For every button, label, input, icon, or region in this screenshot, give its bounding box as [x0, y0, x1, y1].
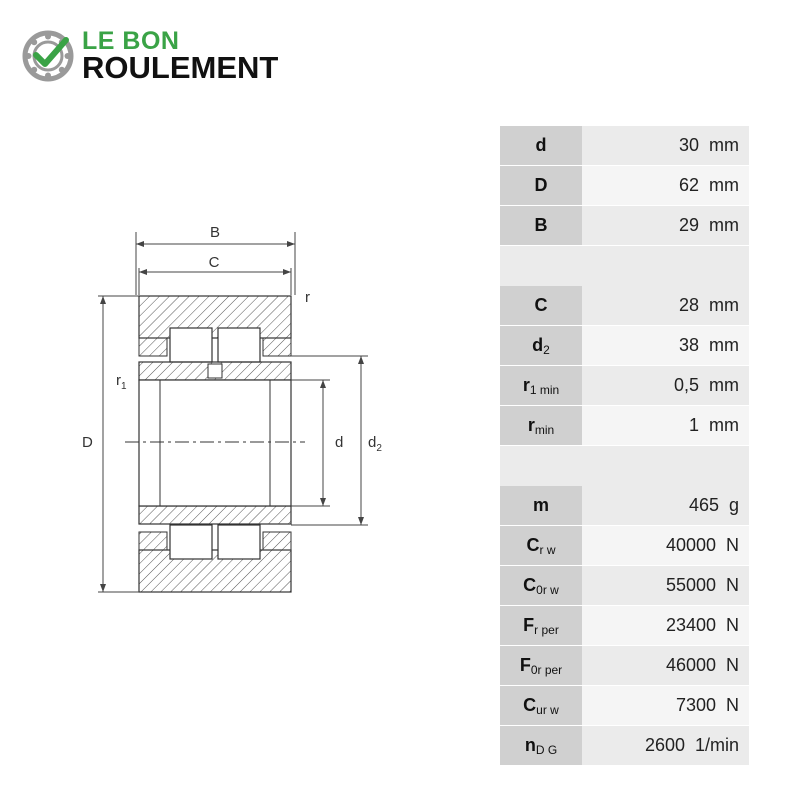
spec-symbol-main: d: [532, 335, 544, 355]
spec-value-cell: [582, 646, 749, 686]
spec-value: 30: [678, 135, 699, 155]
label-r1: $r_1$: [116, 372, 127, 392]
spec-unit: mm: [709, 135, 739, 155]
spec-symbol-main: r: [522, 375, 530, 395]
spec-unit: 1/min: [694, 735, 739, 755]
spec-row: [500, 686, 749, 726]
spec-symbol-subscript: 0r w: [536, 582, 559, 597]
spec-row: [500, 646, 749, 686]
spec-symbol: [500, 286, 582, 326]
spec-row: [500, 166, 749, 206]
spec-symbol-subscript: r w: [539, 542, 556, 557]
spec-symbol-main: F: [519, 655, 531, 675]
spec-row: [500, 486, 749, 526]
spec-unit: N: [726, 695, 739, 715]
spec-symbol-main: C: [526, 535, 540, 555]
spec-symbol: [500, 486, 582, 526]
spec-symbol: [500, 526, 582, 566]
spec-symbol-subscript: 0r per: [530, 662, 563, 677]
spec-symbol-main: F: [523, 615, 535, 635]
spec-value: 40000: [665, 535, 716, 555]
spec-value-cell: [582, 126, 749, 166]
spec-symbol: [500, 606, 582, 646]
spec-symbol-subscript: 1 min: [529, 382, 560, 397]
spec-value-cell: [582, 566, 749, 606]
spec-value: 23400: [665, 615, 716, 635]
spec-row: [500, 566, 749, 606]
spec-row: [500, 526, 749, 566]
spec-unit: mm: [709, 295, 739, 315]
spec-symbol-subscript: ur w: [536, 702, 559, 717]
specifications-table: [500, 126, 749, 766]
spec-unit: mm: [709, 375, 739, 395]
spec-row: [500, 126, 749, 166]
spec-unit: mm: [709, 175, 739, 195]
spec-value-cell: [582, 486, 749, 526]
spec-value-cell: [582, 286, 749, 326]
brand-name-line2: ROULEMENT: [82, 50, 279, 85]
brand-name-line1: LE BON: [82, 27, 180, 55]
spec-row: [500, 326, 749, 366]
spec-symbol: [500, 326, 582, 366]
spec-value-cell: [582, 726, 749, 766]
spec-value-cell: [582, 406, 749, 446]
spec-value-cell: [582, 606, 749, 646]
spec-value-cell: [582, 166, 749, 206]
spec-symbol: [500, 726, 582, 766]
spec-unit: mm: [709, 215, 739, 235]
spec-symbol: [500, 646, 582, 686]
spec-unit: N: [726, 655, 739, 675]
spec-value: 1: [688, 415, 699, 435]
label-d2: $d_2$: [368, 434, 382, 454]
spec-value: 0,5: [673, 375, 699, 395]
spec-unit: mm: [709, 415, 739, 435]
spec-symbol-main: d: [535, 135, 547, 155]
spec-value-cell: [582, 686, 749, 726]
spec-symbol-subscript: r per: [534, 622, 559, 637]
label-d: d: [335, 434, 344, 451]
spec-value: 28: [678, 295, 699, 315]
spec-symbol: [500, 366, 582, 406]
spec-unit: g: [728, 495, 739, 515]
label-B: B: [209, 224, 221, 241]
spec-value: 7300: [675, 695, 716, 715]
spec-symbol-main: C: [523, 575, 537, 595]
spec-unit: N: [726, 615, 739, 635]
spec-symbol: [500, 406, 582, 446]
spec-row: [500, 606, 749, 646]
spec-symbol-main: m: [532, 495, 549, 515]
spec-row: [500, 726, 749, 766]
spec-value-cell: [582, 206, 749, 246]
spec-unit: mm: [709, 335, 739, 355]
label-D: D: [82, 434, 93, 451]
spec-symbol-main: n: [524, 735, 536, 755]
spec-value: 55000: [665, 575, 716, 595]
spec-row: [500, 406, 749, 446]
spec-row: [500, 206, 749, 246]
spec-group-loads: [500, 486, 749, 766]
spec-symbol-main: C: [523, 695, 537, 715]
spec-symbol: [500, 166, 582, 206]
spec-value: 38: [678, 335, 699, 355]
spec-group-separator: [500, 446, 749, 486]
spec-symbol-subscript: min: [534, 422, 555, 437]
spec-value: 29: [678, 215, 699, 235]
spec-value-cell: [582, 526, 749, 566]
spec-symbol-main: r: [527, 415, 535, 435]
spec-value: 46000: [665, 655, 716, 675]
spec-group-dimensions: [500, 126, 749, 246]
spec-group-separator: [500, 246, 749, 286]
bearing-check-icon: [22, 30, 74, 82]
spec-symbol-subscript: 2: [543, 342, 550, 357]
spec-value-cell: [582, 326, 749, 366]
spec-group-details: [500, 286, 749, 446]
bearing-cross-section-diagram: [80, 215, 410, 595]
spec-symbol-subscript: D G: [535, 742, 558, 757]
spec-value-cell: [582, 366, 749, 406]
spec-symbol-main: D: [534, 175, 548, 195]
spec-unit: N: [726, 535, 739, 555]
spec-value: 62: [678, 175, 699, 195]
label-C: C: [208, 254, 220, 271]
spec-value: 465: [688, 495, 719, 515]
spec-value: 2600: [644, 735, 685, 755]
spec-unit: N: [726, 575, 739, 595]
spec-symbol: [500, 206, 582, 246]
spec-symbol: [500, 126, 582, 166]
spec-symbol: [500, 686, 582, 726]
spec-row: [500, 286, 749, 326]
spec-row: [500, 366, 749, 406]
label-r: r: [305, 289, 310, 306]
spec-symbol-main: B: [534, 215, 548, 235]
brand-logo: [22, 28, 302, 86]
spec-symbol-main: C: [534, 295, 548, 315]
spec-symbol: [500, 566, 582, 606]
